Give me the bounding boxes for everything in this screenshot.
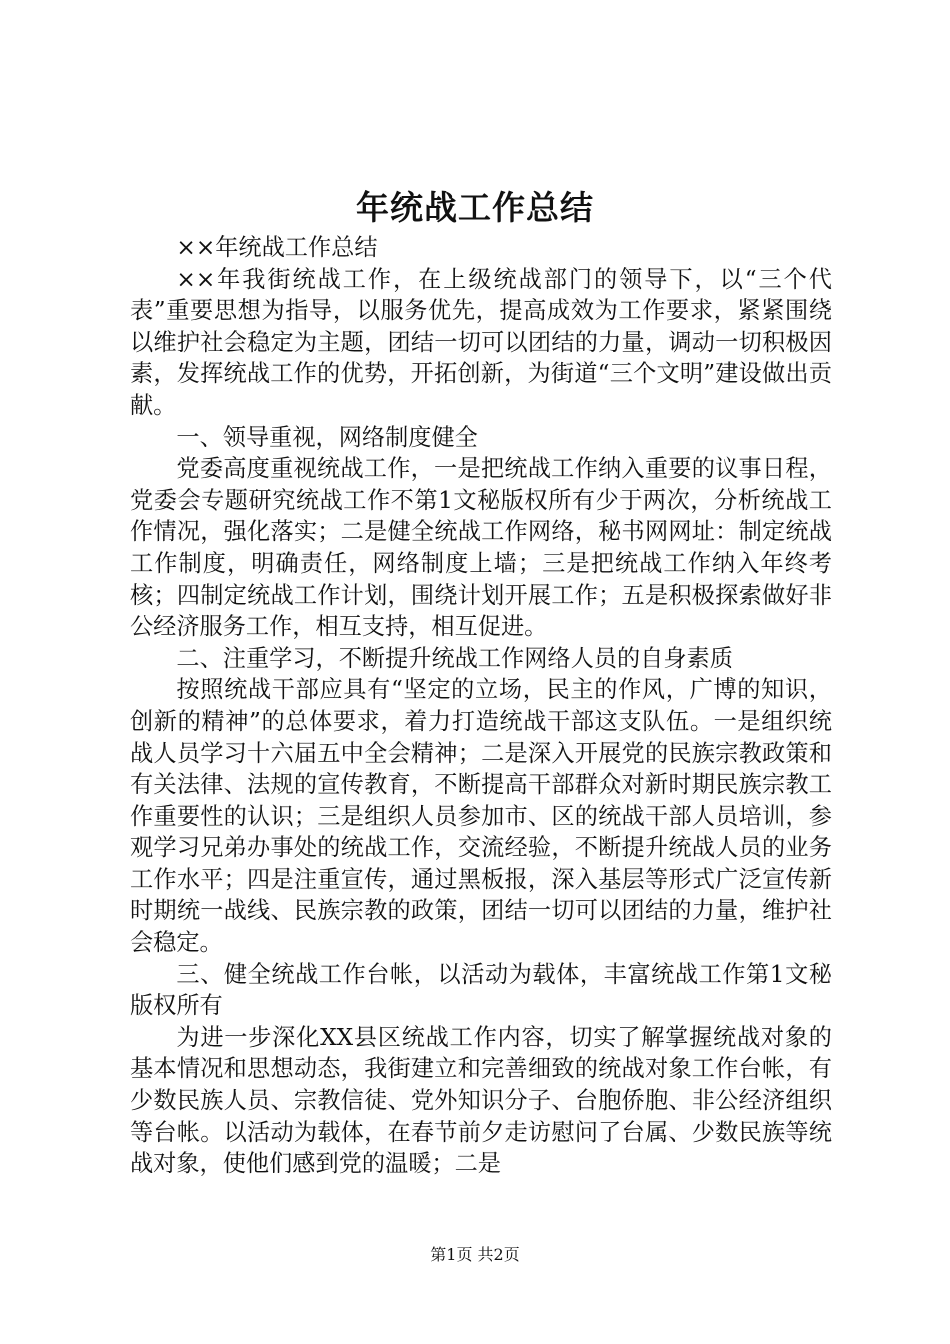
page-footer: 第1页 共2页: [430, 1245, 520, 1264]
section-heading: 三、健全统战工作台帐，以活动为载体，丰富统战工作第1文秘版权所有: [130, 960, 832, 1020]
section-heading: 二、注重学习，不断提升统战工作网络人员的自身素质: [176, 644, 733, 672]
paragraph: 为进一步深化XX县区统战工作内容，切实了解掌握统战对象的基本情况和思想动态，我街建立和完善细致的统战对象工作台帐，有少数民族人员、宗教信徒、党外知识分子、台胞侨胞、非公经济组织等台帐。以活动为载体，在春节前夕走访慰问了台属、少数民族等统战对象，使他们感到党的温暖；二是: [130, 1023, 832, 1178]
paragraph: 党委高度重视统战工作，一是把统战工作纳入重要的议事日程，党委会专题研究统战工作不第1文秘版权所有少于两次，分析统战工作情况，强化落实；二是健全统战工作网络，秘书网网址：制定统战工作制度，明确责任，网络制度上墙；三是把统战工作纳入年终考核；四制定统战工作计划，围绕计划开展工作；五是积极探索做好非公经济服务工作，相互支持，相互促进。: [130, 455, 832, 641]
paragraph: 按照统战干部应具有“坚定的立场，民主的作风，广博的知识，创新的精神”的总体要求，着力打造统战干部这支队伍。一是组织统战人员学习十六届五中全会精神；二是深入开展党的民族宗教政策和有关法律、法规的宣传教育，不断提高干部群众对新时期民族宗教工作重要性的认识；三是组织人员参加市、区的统战干部人员培训，参观学习兄弟办事处的统战工作，交流经验，不断提升统战人员的业务工作水平；四是注重宣传，通过黑板报，深入基层等形式广泛宣传新时期统一战线、民族宗教的政策，团结一切可以团结的力量，维护社会稳定。: [130, 676, 832, 957]
section-heading: 一、领导重视，网络制度健全: [176, 423, 478, 451]
document-title: 年统战工作总结: [356, 188, 594, 227]
paragraph: ××年统战工作总结: [176, 234, 378, 261]
paragraph: ××年我街统战工作，在上级统战部门的领导下，以“三个代表”重要思想为指导，以服务优先，提高成效为工作要求，紧紧围绕以维护社会稳定为主题，团结一切可以团结的力量，调动一切积极因素，发挥统战工作的优势，开拓创新，为街道“三个文明”建设做出贡献。: [130, 265, 832, 419]
document-body: [130, 232, 832, 1180]
